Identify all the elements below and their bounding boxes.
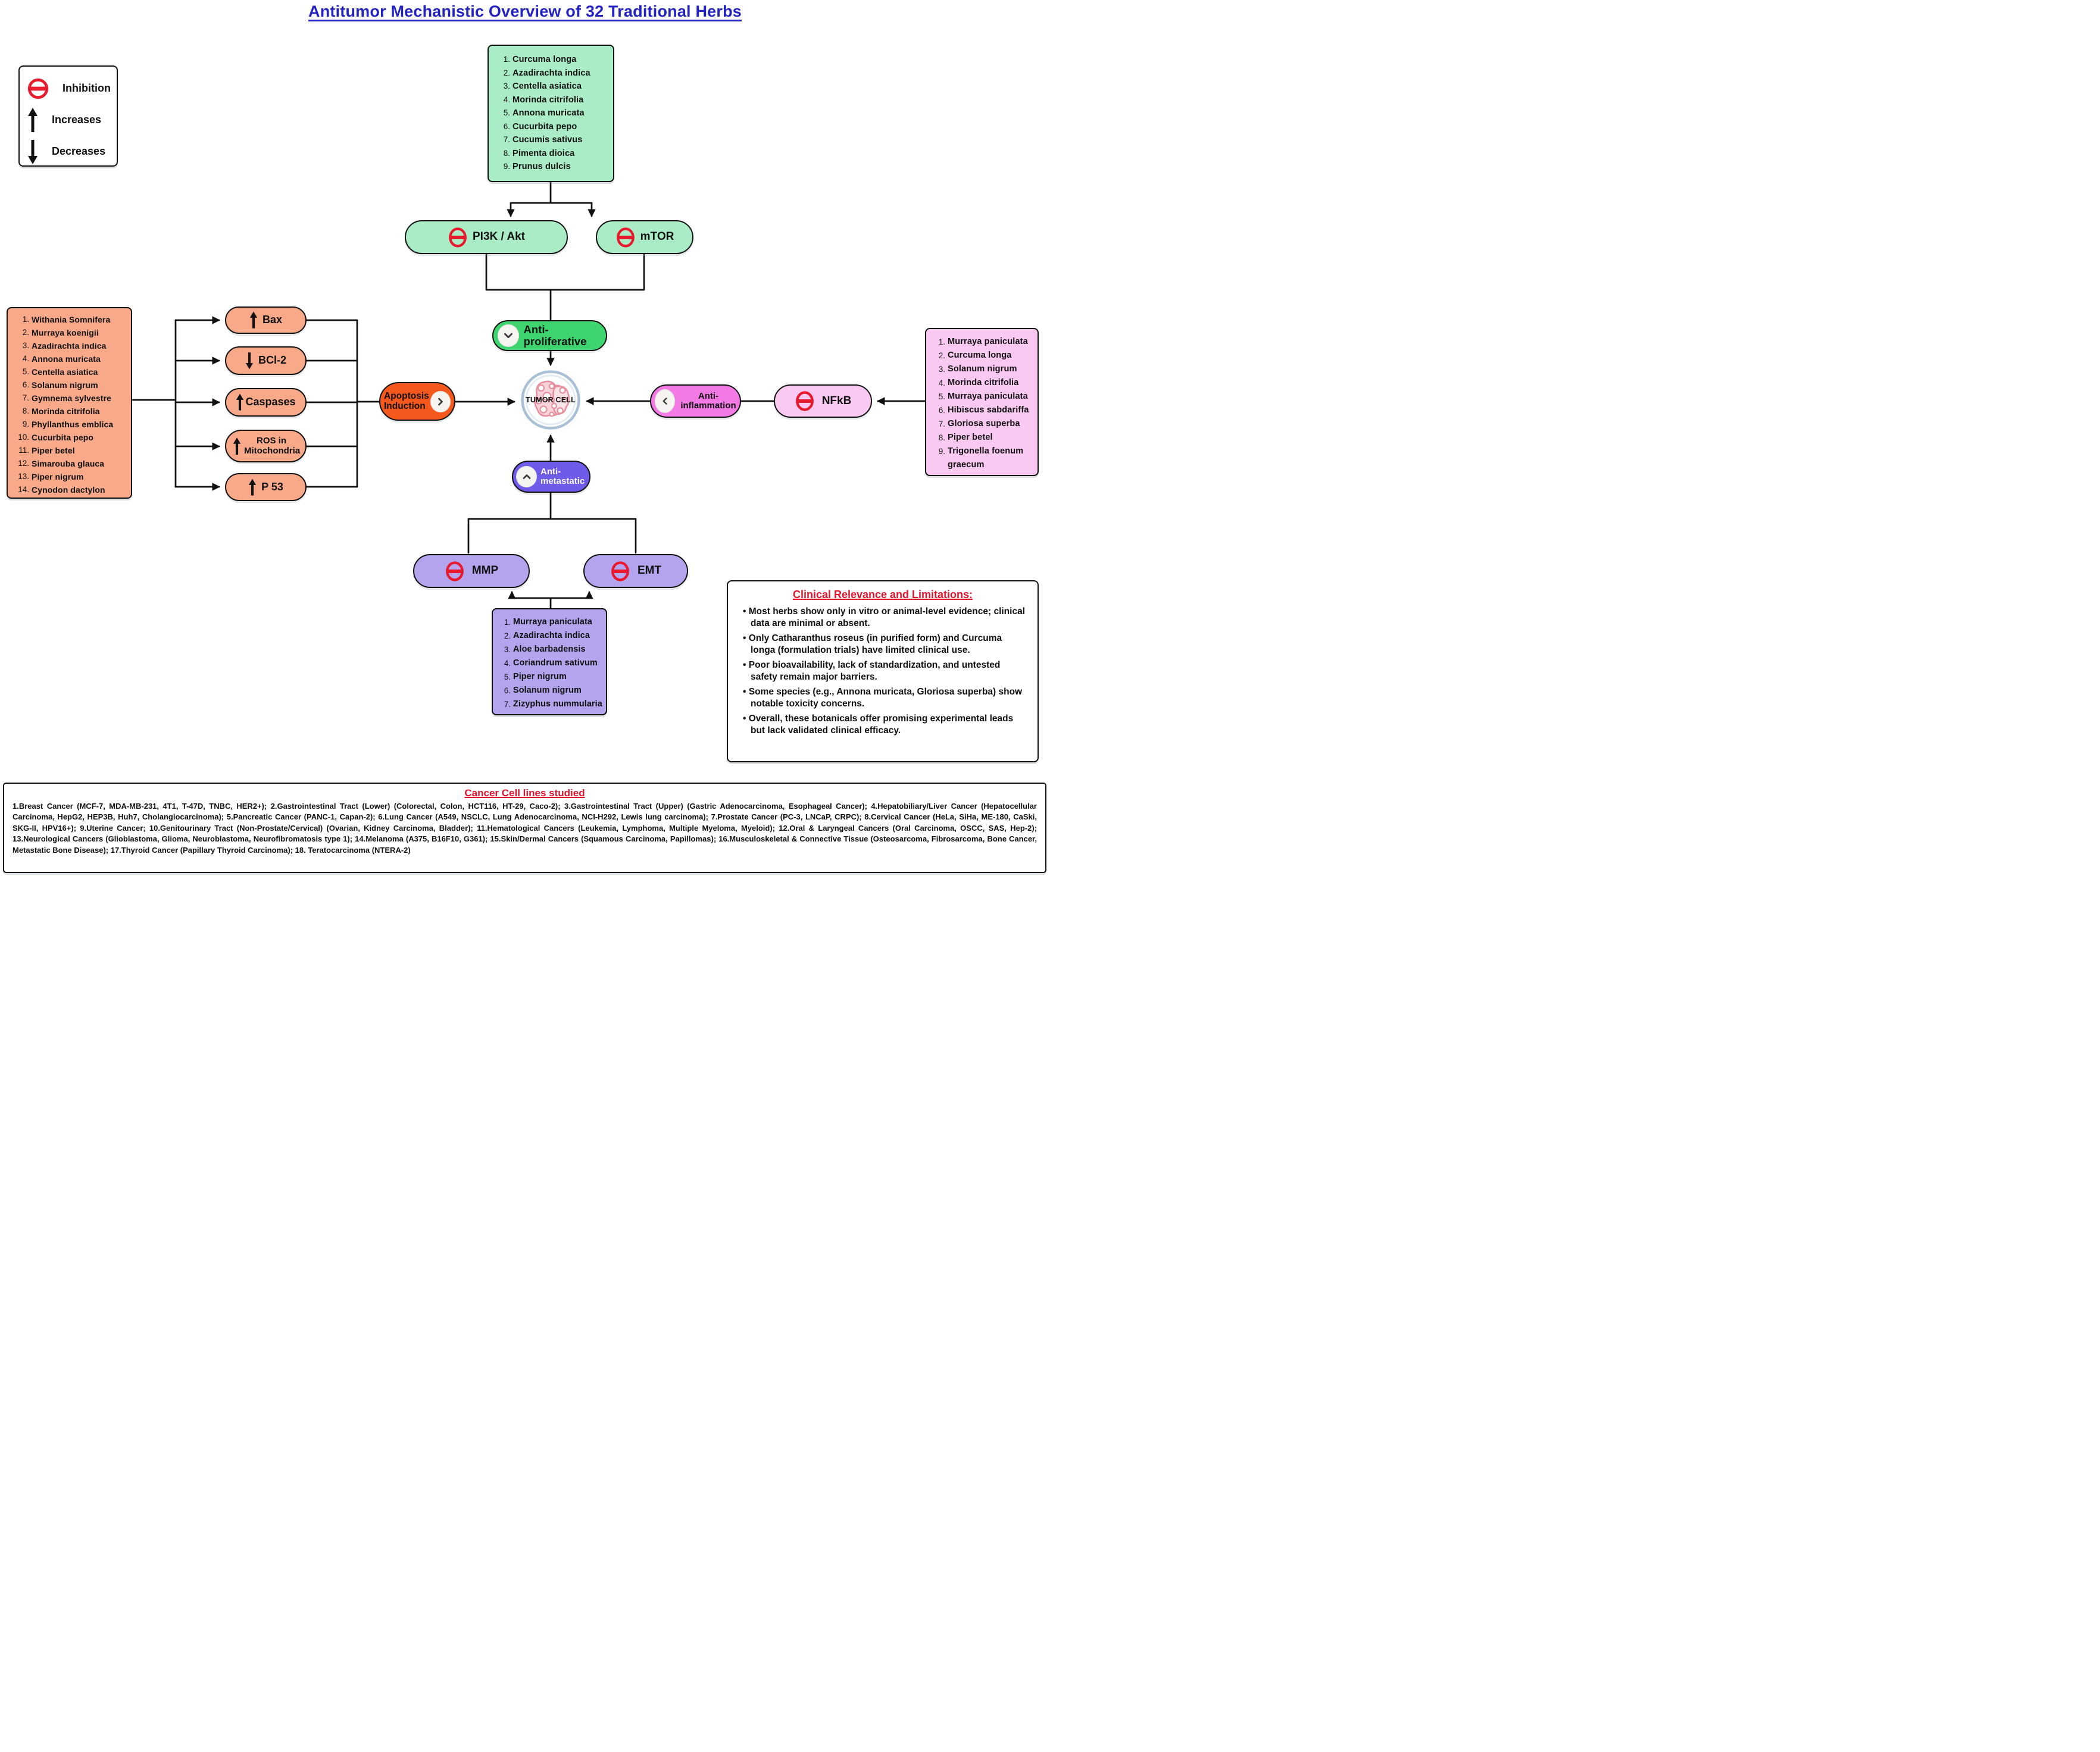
- arrow-up-icon: [236, 393, 244, 411]
- pill-label: Caspases: [245, 396, 296, 408]
- herb-list-item: 5. Annona muricata: [503, 108, 585, 118]
- chevron-down-icon: [498, 324, 519, 347]
- arrow-up-icon: [248, 478, 257, 496]
- herb-list-item: 2. Azadirachta indica: [504, 631, 590, 640]
- arrow-up-icon: [249, 311, 258, 329]
- pill-label: NFkB: [821, 394, 852, 407]
- herb-list-item: 8. Pimenta dioica: [503, 148, 575, 158]
- ros-mitochondria-pill: [225, 430, 307, 462]
- herb-list-item: 8. Morinda citrifolia: [22, 406, 100, 416]
- herb-list-item: 6. Solanum nigrum: [504, 686, 582, 695]
- pill-label: Anti-inflammation: [680, 390, 736, 411]
- legend-item-inhibition: [27, 73, 110, 104]
- legend-label: Decreases: [52, 145, 106, 157]
- nfkb-pill: [774, 384, 872, 418]
- anti-inflammation-pill: [650, 384, 741, 418]
- herb-list-item: 4. Morinda citrifolia: [503, 95, 584, 105]
- legend-item-increases: [27, 104, 110, 136]
- herb-list-item: 3. Azadirachta indica: [22, 341, 107, 351]
- herb-list-item: 7. Gloriosa superba: [938, 419, 1020, 428]
- emt-pill: [583, 554, 688, 588]
- herb-list-item: 2. Murraya koenigii: [22, 328, 99, 337]
- arrow-up-icon: [233, 437, 241, 456]
- legend-label: Inhibition: [62, 82, 111, 94]
- cell-lines-body: 1.Breast Cancer (MCF-7, MDA-MB-231, 4T1, T-47D, TNBC, HER2+); 2.Gastrointestinal Tract (Lower) (Colorectal, Colon, HCT116, HT-29, Caco-2); 3.Gastrointestinal Tract (Upper) (Gastric Adenocarcinoma, Esophageal Cancer); 4.Hepatobiliary/Liver Cancer (Hepatocellular Carcinoma, HepG2, HEP3B, Huh7, Cholangiocarcinoma); 5.Pancreatic Cancer (PANC-1, Capan-2); 6.Lung Cancer (A549, NSCLC, Lung Adenocarcinoma, NCI-H292, Lewis lung carcinoma); 7.Prostate Cancer (PC-3, LNCaP, CRPC); 8.Cervical Cancer (HeLa, SiHa, ME-180, CaSki, SKG-II, HPV16+); 9.Uterine Cancer; 10.Genitourinary Tract (Non-Prostate/Cervical) (Ovarian, Kidney Carcinoma, Bladder); 11.Hematological Cancers (Leukemia, Lymphoma, Multiple Myeloma, Myeloid); 12.Oral & Laryngeal Cancers (Oral Carcinoma, OSCC, SAS, Hep-2); 13.Neurological Cancers (Glioblastoma, Glioma, Neuroblastoma, Neurofibromatosis type 1); 14.Melanoma (A375, B16F10, G361); 15.Skin/Dermal Cancers (Squamous Carcinoma, Papillomas); 16.Musculoskeletal & Connective Tissue (Osteosarcoma, Fibrosarcoma, Bone Cancer, Metastatic Bone Disease); 17.Thyroid Cancer (Papillary Thyroid Carcinoma); 18. Teratocarcinoma (NTERA-2): [12, 802, 1037, 855]
- bcl2-pill: [225, 346, 307, 375]
- pill-label: Bax: [262, 314, 283, 326]
- top-herbs-box: [488, 45, 614, 182]
- herb-list-item: 9. Prunus dulcis: [503, 162, 571, 171]
- legend-box: [18, 65, 118, 167]
- herb-list-item: 4. Morinda citrifolia: [938, 378, 1019, 387]
- pill-label: P 53: [261, 480, 283, 493]
- clinical-bullet: • Most herbs show only in vitro or animal-level evidence; clinical data are minimal or absent.: [739, 606, 1027, 630]
- herb-list-item: 4. Annona muricata: [22, 354, 101, 364]
- herb-list-item: 12. Simarouba glauca: [18, 459, 105, 468]
- right-herbs-box: [925, 328, 1039, 476]
- herb-list-item: 8. Piper betel: [938, 433, 993, 442]
- bax-pill: [225, 306, 307, 334]
- herb-list-item: 6. Cucurbita pepo: [503, 121, 577, 132]
- legend-label: Increases: [52, 114, 102, 126]
- herb-list-item: 11. Piper betel: [18, 446, 75, 455]
- herb-list-item: 7. Cucumis sativus: [503, 135, 583, 145]
- herb-list-item: 9. Phyllanthus emblica: [22, 420, 114, 429]
- inhibition-icon: [795, 390, 815, 412]
- herb-list-item: 7. Zizyphus nummularia: [504, 699, 602, 709]
- herb-list-item: 1. Curcuma longa: [503, 55, 577, 64]
- diagram-canvas: [0, 0, 1050, 876]
- pill-label: Anti-proliferative: [523, 323, 587, 348]
- anti-proliferative-pill: [492, 320, 607, 351]
- chevron-left-icon: [655, 389, 675, 413]
- herb-list-item: 1. Murraya paniculata: [504, 617, 592, 627]
- pill-label: ROS in Mitochondria: [244, 436, 301, 456]
- herb-list-item: 6. Solanum nigrum: [22, 380, 98, 390]
- pill-label: PI3K / Akt: [473, 230, 525, 243]
- herb-list-item: 1. Withania Somnifera: [22, 315, 111, 324]
- herb-list-item: 5. Piper nigrum: [504, 672, 567, 681]
- chevron-up-icon: [516, 466, 537, 487]
- pill-label: Anti-metastatic: [540, 466, 585, 486]
- clinical-bullet-list: [739, 606, 1027, 737]
- caspases-pill: [225, 388, 307, 417]
- herb-list-item: 14. Cynodon dactylon: [18, 485, 105, 495]
- inhibition-icon: [610, 560, 630, 583]
- clinical-relevance-box: [727, 580, 1039, 762]
- pill-label: Apoptosis Induction: [384, 390, 429, 411]
- clinical-bullet: • Some species (e.g., Annona muricata, Gloriosa superba) show notable toxicity concerns.: [739, 686, 1027, 711]
- herb-list-item: 2. Curcuma longa: [938, 351, 1012, 360]
- inhibition-icon: [615, 226, 636, 249]
- tumor-cell: [521, 370, 580, 430]
- cell-lines-title: Cancer Cell lines studied: [464, 787, 585, 799]
- mtor-pill: [596, 220, 693, 254]
- clinical-bullet: • Overall, these botanicals offer promising experimental leads but lack validated clinical efficacy.: [739, 713, 1027, 737]
- tumor-cell-label: TUMOR CELL: [526, 396, 576, 404]
- inhibition-icon: [27, 77, 49, 100]
- arrow-down-icon: [245, 352, 254, 370]
- herb-list-item: 4. Coriandrum sativum: [504, 658, 598, 668]
- inhibition-icon: [448, 226, 468, 249]
- herb-list-item: 5. Murraya paniculata: [938, 392, 1028, 401]
- arrow-up-icon: [27, 107, 39, 133]
- pill-label: BCl-2: [258, 354, 286, 367]
- herb-list-item: 5. Centella asiatica: [22, 367, 98, 377]
- herb-list-item: 7. Gymnema sylvestre: [22, 393, 112, 403]
- bottom-herbs-box: [492, 608, 607, 715]
- pill-label: EMT: [637, 564, 662, 577]
- clinical-bullet: • Only Catharanthus roseus (in purified form) and Curcuma longa (formulation trials) have limited clinical use.: [739, 633, 1027, 657]
- inhibition-icon: [445, 560, 465, 583]
- pill-label: MMP: [471, 564, 499, 577]
- anti-metastatic-pill: [512, 461, 590, 493]
- herb-list-item: 10. Cucurbita pepo: [18, 433, 94, 442]
- herb-list-item: 9. Trigonella foenum graecum: [938, 446, 1024, 470]
- herb-list-item: 1. Murraya paniculata: [938, 337, 1028, 346]
- pi3k-akt-pill: [405, 220, 568, 254]
- pill-label: mTOR: [640, 230, 674, 243]
- cell-lines-box: [3, 783, 1046, 873]
- apoptosis-induction-pill: [379, 382, 455, 421]
- p53-pill: [225, 473, 307, 501]
- page-title: Antitumor Mechanistic Overview of 32 Traditional Herbs: [308, 2, 742, 20]
- chevron-right-icon: [430, 391, 451, 412]
- herb-list-item: 2. Azadirachta indica: [503, 68, 590, 78]
- left-herbs-box: [7, 307, 132, 499]
- clinical-relevance-title: Clinical Relevance and Limitations:: [792, 589, 973, 600]
- legend-item-decreases: [27, 136, 110, 167]
- herb-list-item: 3. Centella asiatica: [503, 82, 582, 91]
- herb-list-item: 13. Piper nigrum: [18, 472, 84, 481]
- herb-list-item: 6. Hibiscus sabdariffa: [938, 405, 1029, 415]
- herb-list-item: 3. Aloe barbadensis: [504, 645, 586, 654]
- arrow-down-icon: [27, 139, 39, 165]
- clinical-bullet: • Poor bioavailability, lack of standardization, and untested safety remain major barriers.: [739, 659, 1027, 684]
- herb-list-item: 3. Solanum nigrum: [938, 364, 1017, 374]
- mmp-pill: [413, 554, 530, 588]
